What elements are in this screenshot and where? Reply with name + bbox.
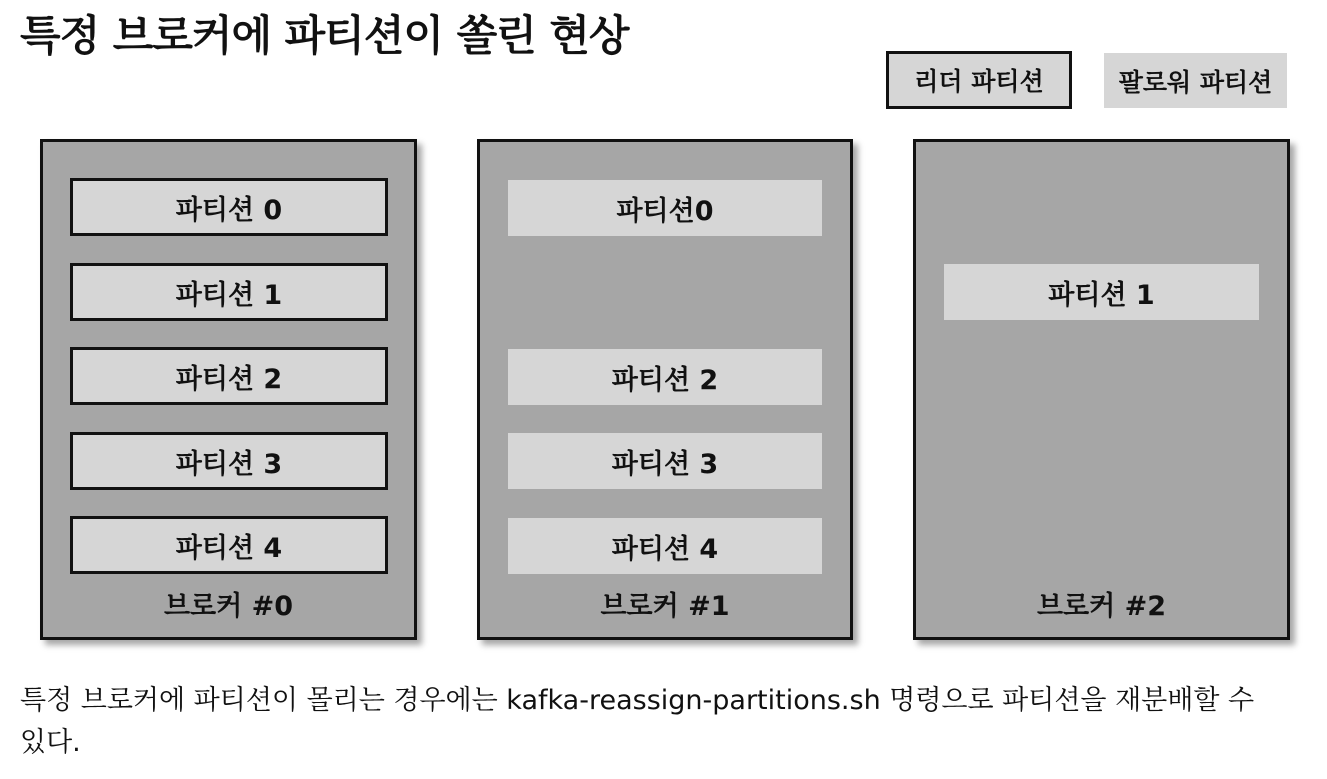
broker-0-partition-1-leader: 파티션 1 (70, 263, 388, 321)
broker-1 (477, 139, 853, 640)
broker-1-label: 브로커 #1 (600, 591, 730, 622)
broker-1-partition-3-follower: 파티션 3 (508, 433, 822, 489)
broker-0-partition-4-leader: 파티션 4 (70, 516, 388, 574)
broker-0-partition-0-leader: 파티션 0 (70, 178, 388, 236)
legend-follower-partition: 팔로워 파티션 (1104, 53, 1287, 108)
broker-1-partition-4-follower: 파티션 4 (508, 518, 822, 574)
broker-2-partition-1-follower: 파티션 1 (944, 264, 1259, 320)
broker-0-partition-2-leader: 파티션 2 (70, 347, 388, 405)
broker-2 (913, 139, 1290, 640)
figure-caption: 특정 브로커에 파티션이 몰리는 경우에는 kafka-reassign-partitions.sh 명령으로 파티션을 재분배할 수 있다. (20, 685, 1255, 758)
broker-1-partition-0-follower: 파티션0 (508, 180, 822, 236)
legend-leader-partition: 리더 파티션 (886, 51, 1072, 109)
broker-0 (40, 139, 417, 640)
broker-0-label: 브로커 #0 (163, 591, 294, 622)
broker-1-partition-2-follower: 파티션 2 (508, 349, 822, 405)
page-title: 특정 브로커에 파티션이 쏠린 현상 (20, 11, 629, 60)
broker-0-partition-3-leader: 파티션 3 (70, 432, 388, 490)
broker-2-label: 브로커 #2 (1036, 591, 1167, 622)
